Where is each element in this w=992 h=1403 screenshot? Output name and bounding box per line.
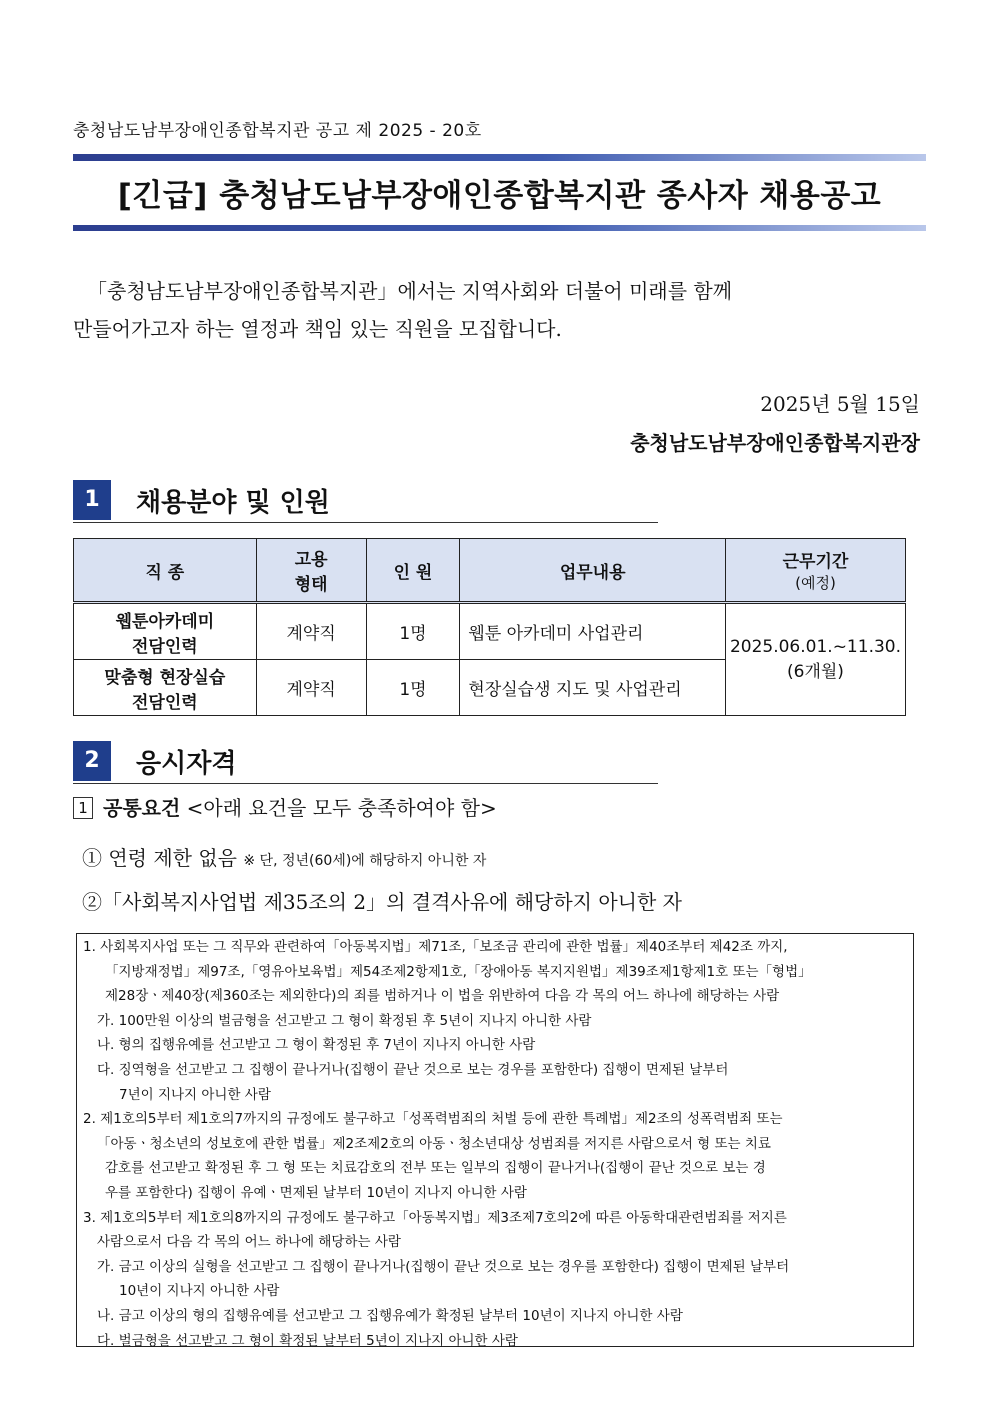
- job-cell: [74, 603, 257, 660]
- law-line: 다. 징역형을 선고받고 그 집행이 끝나거나(집행이 끝난 것으로 보는 경우를 포함한다) 집행이 면제된 날부터: [97, 1061, 729, 1078]
- count-cell: 1명: [366, 603, 460, 660]
- header-count: 인 원: [366, 539, 460, 603]
- law-line: 1. 사회복지사업 또는 그 직무와 관련하여「아동복지법」제71조,「보조금 관리에 관한 법률」제40조부터 제42조 까지,: [83, 939, 788, 955]
- law-line: 7년이 지나지 아니한 사람: [119, 1086, 271, 1103]
- header-period-note: (예정): [795, 574, 836, 592]
- law-line: 다. 벌금형을 선고받고 그 형이 확정된 날부터 5년이 지나지 아니한 사람: [97, 1332, 518, 1349]
- header-period-label: 근무기간: [782, 552, 849, 572]
- condition-age: [82, 842, 486, 871]
- condition-disqualification: ②「사회복지사업법 제35조의 2」의 결격사유에 해당하지 아니한 자: [82, 890, 682, 914]
- law-line: 사람으로서 다음 각 목의 어느 하나에 해당하는 사람: [97, 1234, 401, 1251]
- section-number: 2: [73, 741, 111, 781]
- intro-line-2: 만들어가고자 하는 열정과 책임 있는 직원을 모집합니다.: [73, 317, 562, 341]
- law-line: 나. 형의 집행유예를 선고받고 그 형이 확정된 후 7년이 지나지 아니한 사람: [97, 1037, 536, 1054]
- condition-age-text: ① 연령 제한 없음: [82, 846, 237, 870]
- law-line: 「아동ㆍ청소년의 성보호에 관한 법률」제2조제2호의 아동ㆍ청소년대상 성범죄를 저지른 사람으로서 형 또는 치료: [97, 1135, 771, 1152]
- header-job: 직 종: [74, 539, 257, 603]
- header-employment-l1: 고용: [294, 550, 328, 570]
- title-bar-top: [73, 154, 926, 161]
- section-header-recruitment: [73, 480, 658, 523]
- section-number: 1: [73, 480, 111, 520]
- type-cell: 계약직: [256, 603, 366, 660]
- issuer-name: 충청남도남부장애인종합복지관장: [630, 431, 920, 455]
- recruitment-table: [73, 538, 906, 716]
- header-duty: 업무내용: [460, 539, 726, 603]
- law-line: 우를 포함한다) 집행이 유예ㆍ면제된 날부터 10년이 지나지 아니한 사람: [105, 1184, 527, 1201]
- law-line: 2. 제1호의5부터 제1호의7까지의 규정에도 불구하고「성폭력범죄의 처벌 등에 관한 특례법」제2조의 성폭력범죄 또는: [83, 1111, 783, 1128]
- header-employment: [256, 539, 366, 603]
- notice-date: 2025년 5월 15일: [760, 392, 920, 416]
- law-line: 10년이 지나지 아니한 사람: [119, 1283, 280, 1300]
- law-line: 가. 금고 이상의 실형을 선고받고 그 집행이 끝나거나(집행이 끝난 것으로 보는 경우를 포함한다) 집행이 면제된 날부터: [97, 1258, 790, 1275]
- law-line: 나. 금고 이상의 형의 집행유예를 선고받고 그 집행유예가 확정된 날부터 10년이 지나지 아니한 사람: [97, 1307, 683, 1324]
- common-requirements-heading: [73, 792, 497, 821]
- job-line-1: 맞춤형 현장실습: [104, 667, 226, 688]
- job-line-2: 전담인력: [132, 636, 198, 657]
- page-title: [긴급] 충청남도남부장애인종합복지관 종사자 채용공고: [117, 178, 882, 214]
- duty-cell: 현장실습생 지도 및 사업관리: [460, 660, 726, 716]
- job-cell: [74, 660, 257, 716]
- condition-age-note: ※ 단, 정년(60세)에 해당하지 아니한 자: [243, 853, 487, 869]
- intro-paragraph: [73, 272, 893, 348]
- law-excerpt-box: [76, 933, 914, 1347]
- table-header-row: [74, 539, 906, 603]
- section-header-qualification: [73, 741, 658, 784]
- job-line-1: 웹툰아카데미: [115, 611, 215, 632]
- duty-cell: 웹툰 아카데미 사업관리: [460, 603, 726, 660]
- law-line: 제28장ㆍ제40장(제360조는 제외한다)의 죄를 범하거나 이 법을 위반하여 다음 각 목의 어느 하나에 해당하는 사람: [105, 988, 780, 1005]
- count-cell: 1명: [366, 660, 460, 716]
- law-line: 가. 100만원 이상의 벌금형을 선고받고 그 형이 확정된 후 5년이 지나지 아니한 사람: [97, 1012, 592, 1029]
- common-label: 공통요건: [103, 796, 181, 820]
- header-employment-l2: 형태: [294, 575, 328, 595]
- period-months: (6개월): [787, 662, 844, 682]
- intro-line-1: 「충청남도남부장애인종합복지관」에서는 지역사회와 더불어 미래를 함께: [87, 279, 733, 303]
- job-line-2: 전담인력: [132, 692, 198, 713]
- period-value: 2025.06.01.~11.30.: [729, 637, 902, 657]
- law-line: 3. 제1호의5부터 제1호의8까지의 규정에도 불구하고「아동복지법」제3조제7호의2에 따른 아동학대관련범죄를 저지른: [83, 1209, 787, 1226]
- notice-number: 충청남도남부장애인종합복지관 공고 제 2025 - 20호: [73, 121, 482, 141]
- law-line: 감호를 선고받고 확정된 후 그 형 또는 치료감호의 전부 또는 일부의 집행이 끝나거나(집행이 끝난 것으로 보는 경: [105, 1160, 766, 1177]
- type-cell: 계약직: [256, 660, 366, 716]
- common-note: <아래 요건을 모두 충족하여야 함>: [186, 796, 497, 820]
- box-number: 1: [73, 797, 93, 819]
- section-title: 채용분야 및 인원: [136, 488, 330, 518]
- law-line: 「지방재정법」제97조,「영유아보육법」제54조제2항제1호,「장애아동 복지지원법」제39조제1항제1호 또는「형법」: [105, 963, 812, 980]
- title-bar-bottom: [73, 225, 926, 231]
- section-title: 응시자격: [136, 749, 237, 779]
- table-row: [74, 603, 906, 660]
- header-period: [725, 539, 905, 603]
- period-cell: [725, 603, 905, 716]
